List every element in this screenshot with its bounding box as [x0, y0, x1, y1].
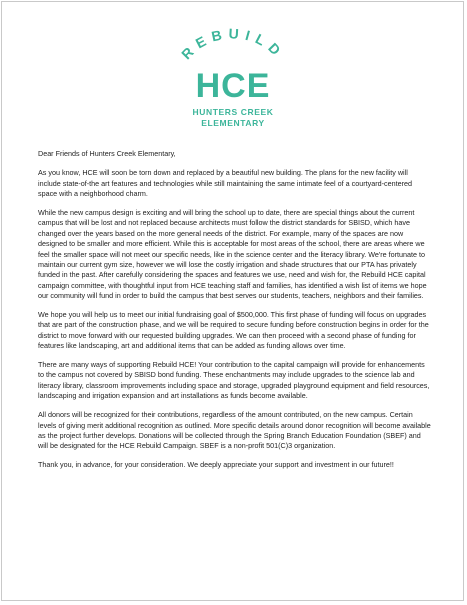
- letter-salutation: Dear Friends of Hunters Creek Elementary,: [38, 149, 176, 158]
- letter-page: [1, 1, 464, 601]
- letter-paragraph: While the new campus design is exciting and will bring the school up to date, there are special things about the current campus that will be lost and not replaced because architects must follow the district standards for SBISD, which have changed over the years based on the more general needs of the district. For example, many of the spaces are now designed to be smaller and more efficient. While this is acceptable for most areas of the school, there are areas where we feel the smaller space will not meet our specific needs, like in the science center and the literacy library. We're fortunate to maintain our current gym size, however we will lose the costly irrigation and shade structures that our PTA has privately funded in the past. After carefully considering the spaces and features we use, need and wish for, the Rebuild HCE capital campaign committee, with thoughtful input from HCE teaching staff and families, has identified a wish list of items we hope our community will fund in order to build the campus that best serves our students, teachers, neighbors and their families.: [38, 208, 427, 301]
- letter-body: [38, 149, 431, 479]
- letter-paragraph: All donors will be recognized for their contributions, regardless of the amount contributed, on the new campus. Certain levels of giving merit additional recognition as outlined. More specific details around donor recognition will become available as the project further develops. Donations will be collected through the Spring Branch Education Foundation (SBEF) and will be designated for the HCE Rebuild Campaign. SBEF is a non-profit 501(C)3 organization.: [38, 410, 431, 451]
- letter-paragraph: There are many ways of supporting Rebuild HCE! Your contribution to the capital campaign will provide for enhancements to the campus not covered by SBISD bond funding. These enchantments may include upgrades to the science lab and literacy library, classroom improvements including space and storage, upgraded playground equipment and field resources, landscaping and irrigation expansion and art installations as funds become available.: [38, 360, 430, 401]
- letter-paragraph: We hope you will help us to meet our initial fundraising goal of $500,000. This first phase of funding will focus on upgrades that are part of the construction phase, and we will be required to secure funding before construction begins in order for the district to move forward with our requested building upgrades. We can then proceed with a second phase of funding for features like landscaping, art and additional items that can be added as funding allows over time.: [38, 310, 429, 351]
- logo-arc-text: REBUILD: [178, 25, 288, 63]
- logo-subtitle-line2: ELEMENTARY: [201, 118, 265, 128]
- logo-subtitle-line1: HUNTERS CREEK: [192, 107, 274, 117]
- letter-paragraph: As you know, HCE will soon be torn down and replaced by a beautiful new building. The plans for the new facility will include state-of-the art features and technologies while still maintaining the same intimate feel of a courtyard-centered space with a neighborhood charm.: [38, 168, 412, 199]
- letter-paragraph: Thank you, in advance, for your consideration. We deeply appreciate your support and investment in our future!!: [38, 460, 394, 470]
- rebuild-hce-logo: [2, 2, 463, 147]
- logo-main-text: HCE: [195, 67, 271, 105]
- logo-graphic: [2, 2, 463, 147]
